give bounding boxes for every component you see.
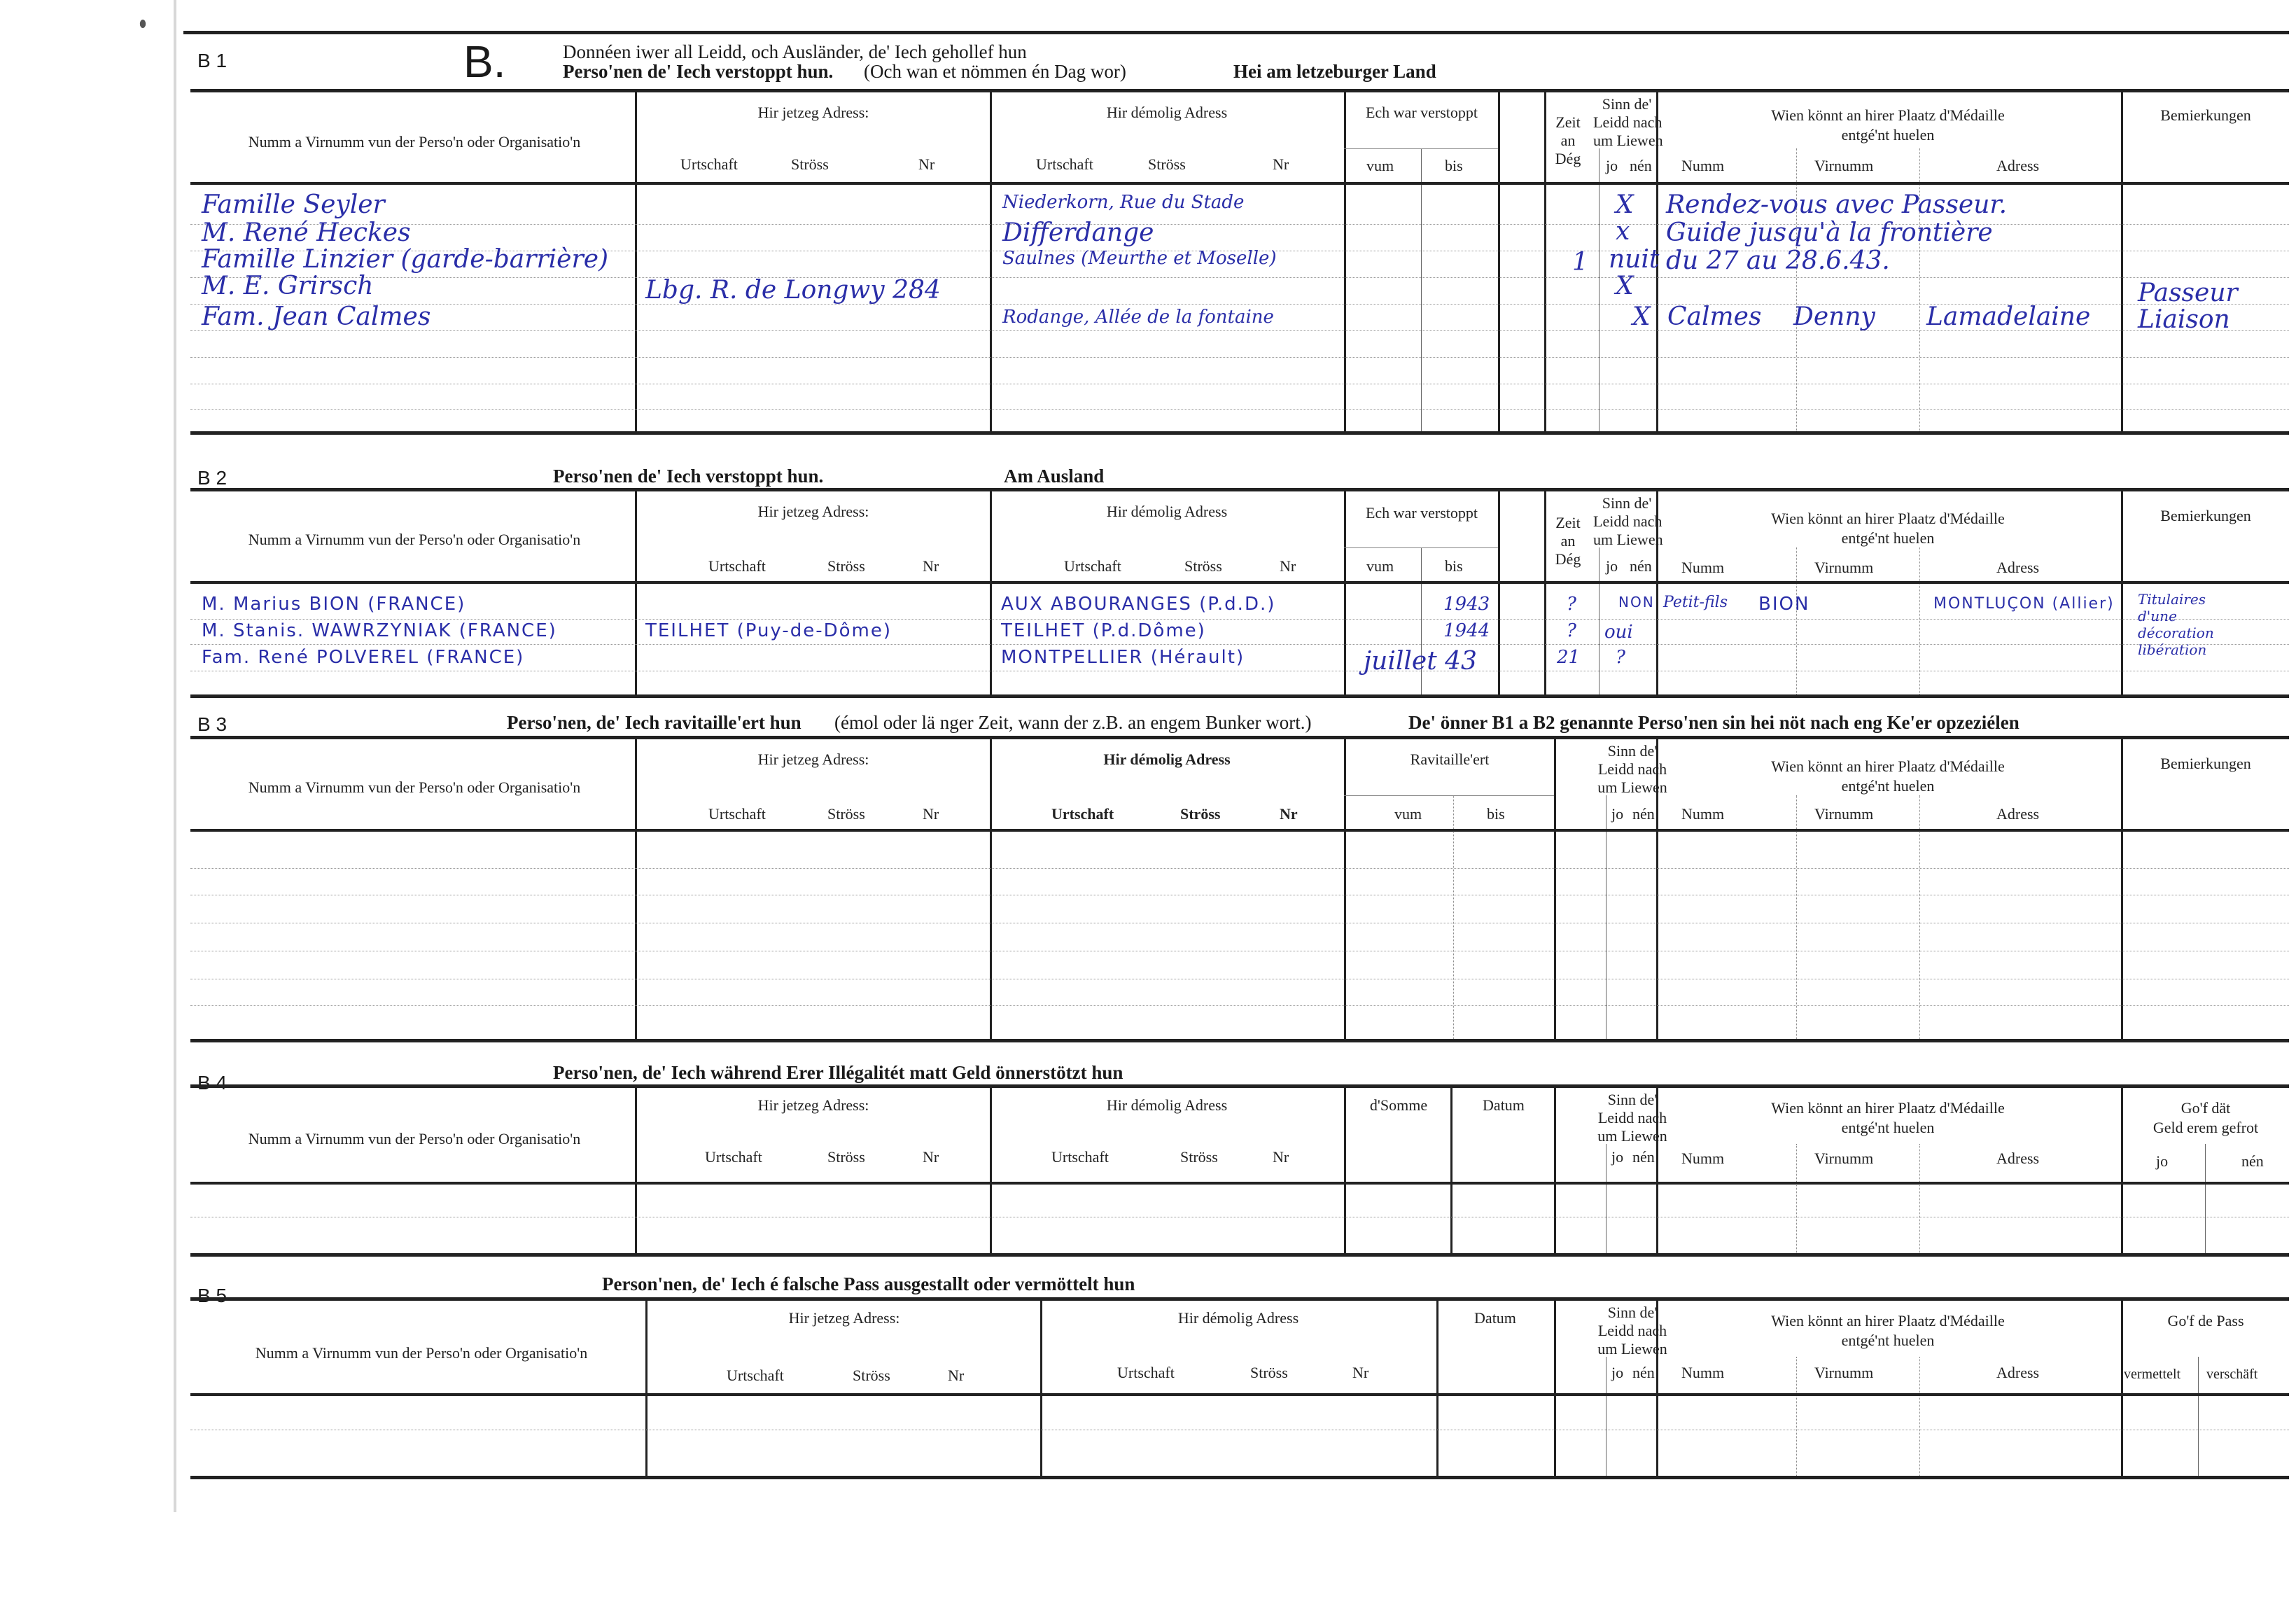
- header-to: bis: [1487, 805, 1505, 823]
- header-sum: d'Somme: [1369, 1096, 1428, 1114]
- header-no: nén: [2241, 1152, 2264, 1170]
- table-b3: Numm a Virnumm vun der Perso'n oder Organisatio'n Hir jetzeg Adress: Urtschaft Ströss Nr Hir démolig Adress Urtschaft Ströss Nr Ravitaille'ert vum bis Sinn de' Leidd nach um Liewen jo nén Wien könnt an hirer Plaatz d'Médaille entgé'nt huelen Numm Virnumm Adress Bemierkungen: [190, 736, 2289, 1042]
- header-town: Urtschaft: [1051, 805, 1114, 823]
- header-date: Datum: [1474, 1309, 1516, 1327]
- b1-name-4: M. E. Grirsch: [202, 272, 374, 300]
- header-pass-issued: verschäft: [2206, 1367, 2258, 1382]
- b2-no-1: NON: [1618, 594, 1655, 610]
- b1-mark-3: nuit: [1609, 245, 1660, 274]
- header-no: nén: [1632, 1148, 1655, 1166]
- header-street: Ströss: [827, 805, 865, 823]
- header-number: Nr: [948, 1367, 965, 1384]
- header-medal-first: Virnumm: [1814, 1364, 1874, 1381]
- header-medal: Wien könnt an hirer Plaatz d'Médaille: [1771, 757, 2005, 775]
- header-alive: Sinn de': [1607, 1304, 1658, 1321]
- corner-mark: [140, 20, 146, 28]
- header-from: vum: [1366, 557, 1394, 575]
- b2-former-1: AUX ABOURANGES (P.d.D.): [1001, 594, 1276, 615]
- header-pass: Go'f de Pass: [2167, 1312, 2244, 1329]
- section-title: Person'nen, de' Iech é falsche Pass ausgestallt oder vermöttelt hun: [602, 1273, 1135, 1294]
- section-title: Perso'nen, de' Iech ravitaille'ert hun: [507, 712, 802, 733]
- header-town: Urtschaft: [1036, 155, 1093, 173]
- b2-to-2: 1944: [1443, 620, 1490, 641]
- section-code: B 1: [197, 50, 227, 71]
- b2-former-2: TEILHET (P.d.Dôme): [1001, 620, 1206, 641]
- b1-medal-note-3: du 27 au 28.6.43.: [1666, 246, 1890, 275]
- b1-mark-2: x: [1616, 217, 1630, 246]
- header-medal-address: Adress: [1996, 559, 2040, 576]
- header-medal: Wien könnt an hirer Plaatz d'Médaille: [1771, 106, 2005, 124]
- header-street: Ströss: [827, 1148, 865, 1166]
- b2-remark-2: d'une: [2138, 608, 2177, 624]
- b2-medal-first-1: BION: [1758, 594, 1810, 615]
- header-from: vum: [1366, 157, 1394, 174]
- section-title-line1: Donnéen iwer all Leidd, och Ausländer, de' Iech gehollef hun: [563, 41, 1027, 62]
- b1-former-2: Differdange: [1002, 218, 1154, 247]
- header-town: Urtschaft: [708, 557, 766, 575]
- b2-yes-2: oui: [1604, 622, 1633, 643]
- header-number: Nr: [1273, 155, 1289, 173]
- header-street: Ströss: [1148, 155, 1186, 173]
- section-b3: [183, 694, 2289, 1051]
- b1-medal-note-1: Rendez-vous avec Passeur.: [1666, 190, 2008, 219]
- header-remarks: Bemierkungen: [2160, 507, 2251, 524]
- header-alive: Sinn de': [1607, 1091, 1658, 1108]
- section-title-instruction: De' önner B1 a B2 genannte Perso'nen sin hei nöt nach eng Ke'er opzeziélen: [1408, 712, 2019, 733]
- section-letter: B.: [463, 36, 506, 87]
- header-town: Urtschaft: [1117, 1364, 1175, 1381]
- header-number: Nr: [1280, 557, 1296, 575]
- b2-to-1: 1943: [1443, 594, 1490, 615]
- page-edge: [174, 0, 176, 1512]
- header-medal-name: Numm: [1681, 1364, 1725, 1381]
- table-b4: Numm a Virnumm vun der Perso'n oder Organisatio'n Hir jetzeg Adress: Urtschaft Ströss Nr Hir démolig Adress Urtschaft Ströss Nr d'Somme Datum Sinn de' Leidd nach um Liewen jo nén Wien könnt an hirer Plaatz d'Médaille entgé'nt huelen Numm Virnumm Adress Go'f dät Geld erem gefrot jo nén: [190, 1084, 2289, 1257]
- section-title: Perso'nen, de' Iech während Erer Illégalitét matt Geld önnerstötzt hun: [553, 1062, 1124, 1083]
- section-b5: [183, 1261, 2289, 1493]
- b1-name-5: Fam. Jean Calmes: [202, 302, 431, 331]
- section-title-note: (Och wan et nömmen én Dag wor): [864, 61, 1126, 82]
- header-yes: jo: [1606, 557, 1618, 575]
- header-town: Urtschaft: [1064, 557, 1121, 575]
- b1-medal-first-5: Denny: [1793, 302, 1875, 331]
- header-former-address: Hir démolig Adress: [1106, 104, 1228, 121]
- b1-mark-1: X: [1616, 190, 1634, 219]
- b1-name-2: M. René Heckes: [202, 218, 411, 247]
- section-title-country: Hei am letzeburger Land: [1233, 61, 1436, 82]
- b1-medal-name-5: Calmes: [1667, 302, 1762, 331]
- header-yes: jo: [1606, 157, 1618, 174]
- b1-name-3: Famille Linzier (garde-barrière): [202, 245, 609, 274]
- header-current-address: Hir jetzeg Adress:: [757, 104, 869, 121]
- b2-name-1: M. Marius BION (FRANCE): [202, 594, 466, 615]
- header-medal-first: Virnumm: [1814, 157, 1874, 174]
- header-current-address: Hir jetzeg Adress:: [757, 503, 869, 520]
- header-no: nén: [1630, 157, 1652, 174]
- b1-remark-1: Passeur: [2138, 279, 2238, 307]
- header-date: Datum: [1483, 1096, 1525, 1114]
- b1-medal-address-5: Lamadelaine: [1926, 302, 2091, 331]
- header-to: bis: [1445, 557, 1463, 575]
- section-b4: [183, 1051, 2289, 1261]
- header-street: Ströss: [1180, 805, 1221, 823]
- header-medal-address: Adress: [1996, 1150, 2040, 1167]
- header-number: Nr: [923, 557, 939, 575]
- section-code: B 3: [197, 713, 227, 735]
- b2-remark-1: Titulaires: [2138, 591, 2206, 608]
- b2-days-1: ?: [1567, 594, 1576, 615]
- header-to: bis: [1445, 157, 1463, 174]
- header-former-address: Hir démolig Adress: [1106, 503, 1228, 520]
- b2-yes-3: ?: [1616, 647, 1625, 668]
- header-street: Ströss: [853, 1367, 890, 1384]
- header-current-address: Hir jetzeg Adress:: [788, 1309, 900, 1327]
- header-alive: Sinn de': [1602, 494, 1652, 512]
- header-yes: jo: [2156, 1152, 2169, 1170]
- section-title-hidden: Perso'nen de' Iech verstoppt hun.: [563, 61, 834, 82]
- header-street: Ströss: [1180, 1148, 1218, 1166]
- section-title-note: (émol oder lä nger Zeit, wann der z.B. an engem Bunker wort.): [834, 712, 1312, 733]
- header-current-address: Hir jetzeg Adress:: [757, 750, 869, 768]
- header-medal: Wien könnt an hirer Plaatz d'Médaille: [1771, 510, 2005, 527]
- b2-current-address-2: TEILHET (Puy-de-Dôme): [645, 620, 892, 641]
- header-no: nén: [1630, 557, 1652, 575]
- b1-former-1: Niederkorn, Rue du Stade: [1002, 192, 1245, 213]
- header-yes: jo: [1611, 805, 1624, 823]
- form-sheet: [183, 31, 2289, 1493]
- header-medal-name: Numm: [1681, 157, 1725, 174]
- header-number: Nr: [1280, 805, 1298, 823]
- b2-former-3: MONTPELLIER (Hérault): [1001, 647, 1245, 668]
- header-alive: Sinn de': [1602, 95, 1652, 113]
- b2-name-2: M. Stanis. WAWRZYNIAK (FRANCE): [202, 620, 557, 641]
- header-hidden: Ech war verstoppt: [1365, 104, 1478, 121]
- section-title-country: Am Ausland: [1004, 466, 1105, 487]
- header-medal-name: Numm: [1681, 559, 1725, 576]
- header-name: Numm a Virnumm vun der Perso'n oder Organisatio'n: [248, 1130, 581, 1147]
- b2-days-3: 21: [1557, 647, 1581, 668]
- b2-medal-address-1: MONTLUÇON (Allier): [1933, 595, 2115, 613]
- header-remarks: Bemierkungen: [2160, 755, 2251, 772]
- b1-former-3: Saulnes (Meurthe et Moselle): [1002, 248, 1277, 269]
- b2-days-2: ?: [1567, 620, 1576, 641]
- header-money: Go'f dät: [2180, 1099, 2231, 1117]
- header-name: Numm a Virnumm vun der Perso'n oder Organisatio'n: [255, 1344, 588, 1362]
- header-former-address: Hir démolig Adress: [1106, 1096, 1228, 1114]
- table-b5: Numm a Virnumm vun der Perso'n oder Organisatio'n Hir jetzeg Adress: Urtschaft Ströss Nr Hir démolig Adress Urtschaft Ströss Nr Datum Sinn de' Leidd nach um Liewen jo nén Wien könnt an hirer Plaatz d'Médaille entgé'nt huelen Numm Virnumm Adress Go'f de Pass vermettelt verschäft: [190, 1297, 2289, 1479]
- header-former-address: Hir démolig Adress: [1177, 1309, 1299, 1327]
- header-town: Urtschaft: [1051, 1148, 1109, 1166]
- b2-medal-name-1: Petit-fils: [1663, 594, 1728, 611]
- table-b1: Numm a Virnumm vun der Perso'n oder Organisatio'n Hir jetzeg Adress: Urtschaft Ströss Nr Hir démolig Adress Urtschaft Ströss Nr Ech war verstoppt vum bis Zeit an Dég Sinn de' Leidd nach um Liewen jo nén Wien könnt an hirer Plaatz d'Médaille entgé'nt huelen Numm Virnumm Adress Bemierkungen Famille Seyler M. René Heckes Famille Linzier (garde-barrière) M. E. Grirsch Fam. Jean Calmes Lbg. R. de Longwy 284 Niederkorn, Rue du Stade Differdange Saulnes (Meurthe et Moselle) Rodange, Allée de la fontaine 1 X x nuit X X Rendez-vous avec Passeur. Guide jusqu'à la frontière du 27 au 28.6.43. Calmes Denny Lamadelaine Passeur Liaison: [190, 89, 2289, 435]
- header-current-address: Hir jetzeg Adress:: [757, 1096, 869, 1114]
- b2-remark-4: libération: [2138, 641, 2207, 658]
- b1-name-1: Famille Seyler: [202, 190, 385, 219]
- header-medal-address: Adress: [1996, 805, 2040, 823]
- header-town: Urtschaft: [680, 155, 738, 173]
- header-street: Ströss: [791, 155, 829, 173]
- header-street: Ströss: [1184, 557, 1222, 575]
- b1-remark-2: Liaison: [2138, 305, 2230, 334]
- header-name: Numm a Virnumm vun der Perso'n oder Organisatio'n: [248, 531, 581, 548]
- b2-name-3: Fam. René POLVEREL (FRANCE): [202, 647, 525, 668]
- header-medal-first: Virnumm: [1814, 559, 1874, 576]
- header-number: Nr: [1352, 1364, 1369, 1381]
- header-alive: Sinn de': [1607, 742, 1658, 760]
- b2-from-3: juillet 43: [1364, 647, 1477, 676]
- header-number: Nr: [1273, 1148, 1289, 1166]
- header-no: nén: [1632, 805, 1655, 823]
- header-town: Urtschaft: [727, 1367, 784, 1384]
- header-name: Numm a Virnumm vun der Perso'n oder Organisatio'n: [248, 778, 581, 796]
- table-b2: Numm a Virnumm vun der Perso'n oder Organisatio'n Hir jetzeg Adress: Urtschaft Ströss Nr Hir démolig Adress Urtschaft Ströss Nr Ech war verstoppt vum bis Zeit an Dég Sinn de' Leidd nach um Liewen jo nén Wien könnt an hirer Plaatz d'Médaille entgé'nt huelen Numm Virnumm Adress Bemierkungen M. Marius BION (FRANCE) M. Stanis. WAWRZYNIAK (FRANCE) Fam. René POLVEREL (FRANCE) TEILHET (Puy-de-Dôme) AUX ABOURANGES (P.d.D.) TEILHET (P.d.Dôme) MONTPELLIER (Hérault) 1943 1944 juillet 43 ? ? 21 oui ? NON Petit-fils BION MONTLUÇON (Allier) Titulaires d'une décoration libération: [190, 488, 2289, 698]
- header-medal-first: Virnumm: [1814, 1150, 1874, 1167]
- header-medal: Wien könnt an hirer Plaatz d'Médaille: [1771, 1099, 2005, 1117]
- header-yes: jo: [1611, 1148, 1624, 1166]
- header-yes: jo: [1611, 1364, 1624, 1381]
- header-medal: Wien könnt an hirer Plaatz d'Médaille: [1771, 1312, 2005, 1329]
- b1-former-5: Rodange, Allée de la fontaine: [1002, 307, 1274, 328]
- header-days: Zeit: [1555, 113, 1581, 131]
- section-code: B 2: [197, 467, 227, 489]
- header-street: Ströss: [1250, 1364, 1288, 1381]
- header-medal-address: Adress: [1996, 157, 2040, 174]
- section-code: B 4: [197, 1072, 227, 1094]
- header-remarks: Bemierkungen: [2160, 106, 2251, 124]
- header-days: Zeit: [1555, 514, 1581, 531]
- header-name: Numm a Virnumm vun der Perso'n oder Organisatio'n: [248, 133, 581, 151]
- header-medal-first: Virnumm: [1814, 805, 1874, 823]
- b1-mark-4: X: [1616, 272, 1634, 300]
- section-b2: [183, 440, 2289, 694]
- header-medal-name: Numm: [1681, 1150, 1725, 1167]
- section-code: B 5: [197, 1285, 227, 1306]
- header-pass-mediated: vermettelt: [2124, 1367, 2181, 1382]
- b1-medal-note-2: Guide jusqu'à la frontière: [1666, 218, 1993, 247]
- header-number: Nr: [923, 1148, 939, 1166]
- header-town: Urtschaft: [705, 1148, 762, 1166]
- b1-days-3: 1: [1572, 248, 1588, 277]
- header-no: nén: [1632, 1364, 1655, 1381]
- header-from: vum: [1394, 805, 1422, 823]
- header-number: Nr: [923, 805, 939, 823]
- header-town: Urtschaft: [708, 805, 766, 823]
- header-hidden: Ech war verstoppt: [1365, 504, 1478, 522]
- b2-remark-3: décoration: [2138, 624, 2214, 641]
- section-title: Perso'nen de' Iech verstoppt hun.: [553, 466, 824, 487]
- section-b1: [183, 34, 2289, 440]
- header-supplied: Ravitaille'ert: [1410, 750, 1490, 768]
- header-medal-address: Adress: [1996, 1364, 2040, 1381]
- header-street: Ströss: [827, 557, 865, 575]
- header-number: Nr: [918, 155, 935, 173]
- header-medal-name: Numm: [1681, 805, 1725, 823]
- b1-mark-5: X: [1632, 302, 1651, 331]
- b1-current-address-4: Lbg. R. de Longwy 284: [645, 276, 941, 305]
- header-former-address: Hir démolig Adress: [1103, 750, 1231, 768]
